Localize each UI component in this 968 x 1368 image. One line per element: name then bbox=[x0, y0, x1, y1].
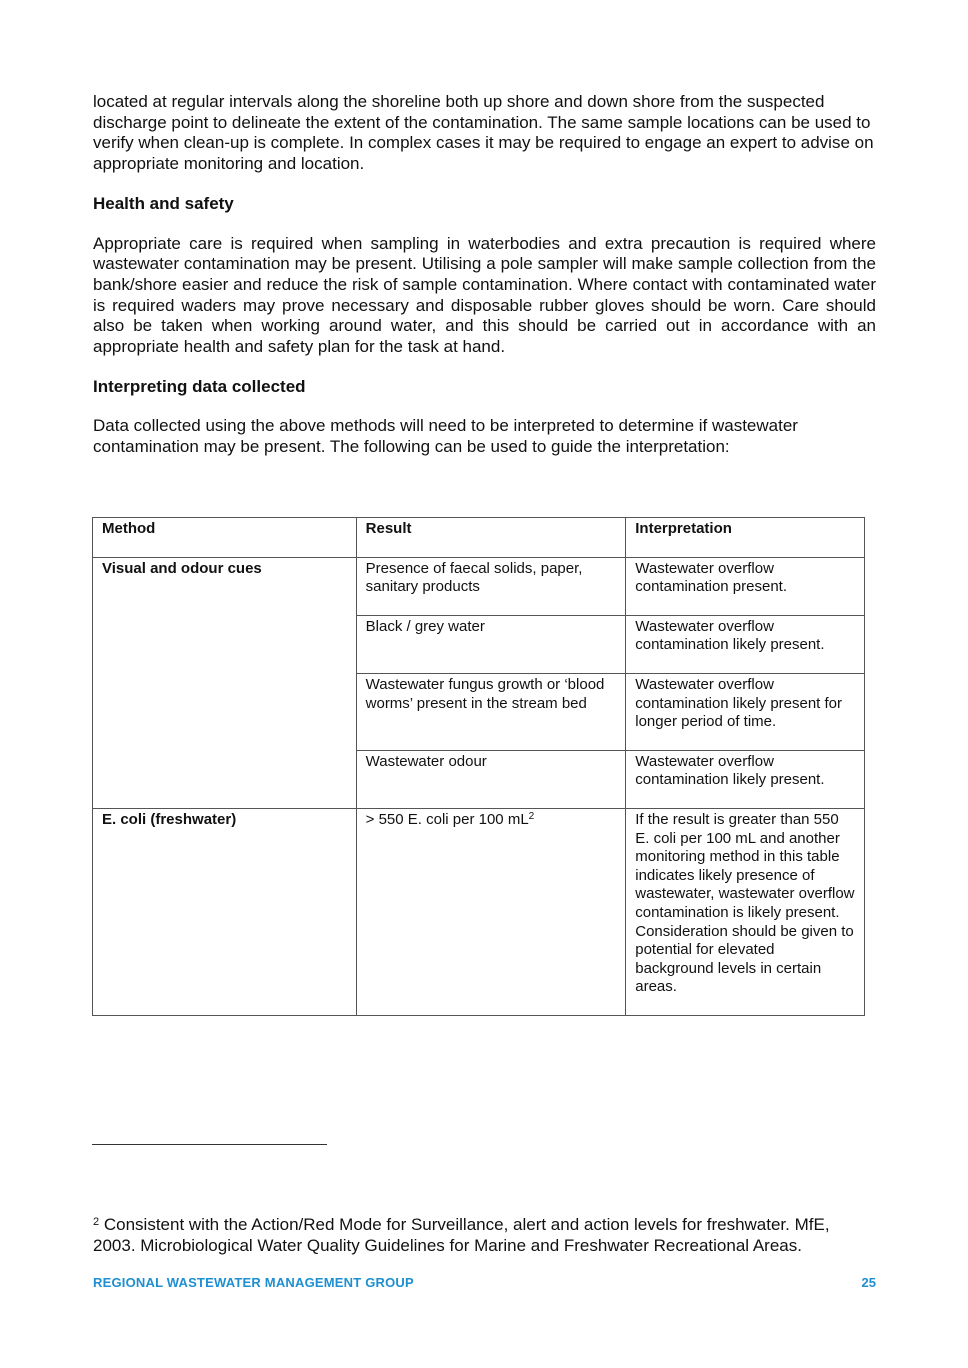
page-body bbox=[93, 92, 876, 458]
result-cell: Presence of faecal solids, paper, sanitary products bbox=[356, 557, 626, 615]
method-cell-visual: Visual and odour cues bbox=[93, 557, 357, 808]
footer-organisation: REGIONAL WASTEWATER MANAGEMENT GROUP bbox=[93, 1275, 414, 1290]
interpretation-cell: Wastewater overflow contamination likely present. bbox=[626, 615, 865, 673]
result-cell: Black / grey water bbox=[356, 615, 626, 673]
interpretation-cell: Wastewater overflow contamination likely present for longer period of time. bbox=[626, 673, 865, 750]
interpretation-cell-ecoli: If the result is greater than 550 E. coli per 100 mL and another monitoring method in this table indicates likely presence of wastewater, wastewater overflow contamination is likely present. Consideration should be given to potential for elevated background levels in certain areas. bbox=[626, 808, 865, 1015]
ecoli-result-text: > 550 E. coli per 100 mL bbox=[365, 810, 529, 828]
interpretation-table bbox=[92, 517, 865, 1016]
page-number: 25 bbox=[861, 1275, 876, 1290]
footnote-divider bbox=[92, 1144, 327, 1145]
intro-paragraph: located at regular intervals along the shoreline both up shore and down shore from the suspected discharge point to delineate the extent of the contamination. The same sample locations can be used to verify when clean-up is complete. In complex cases it may be required to engage an expert to advise on appropriate monitoring and location. bbox=[93, 92, 874, 174]
header-method: Method bbox=[93, 518, 357, 558]
interpreting-heading: Interpreting data collected bbox=[93, 376, 306, 396]
table-row bbox=[93, 557, 865, 615]
result-cell: Wastewater fungus growth or ‘blood worms’ present in the stream bed bbox=[356, 673, 626, 750]
header-interpretation: Interpretation bbox=[626, 518, 865, 558]
footnote bbox=[93, 1214, 876, 1256]
health-safety-heading: Health and safety bbox=[93, 193, 234, 213]
interpretation-cell: Wastewater overflow contamination likely present. bbox=[626, 750, 865, 808]
table-row bbox=[93, 808, 865, 1015]
interpreting-paragraph: Data collected using the above methods will need to be interpreted to determine if wastewater contamination may be present. The following can be used to guide the interpretation: bbox=[93, 416, 798, 457]
header-result: Result bbox=[356, 518, 626, 558]
method-cell-ecoli: E. coli (freshwater) bbox=[93, 808, 357, 1015]
table-header-row bbox=[93, 518, 865, 558]
footnote-text: Consistent with the Action/Red Mode for Surveillance, alert and action levels for freshwater. MfE, 2003. Microbiological Water Quality Guidelines for Marine and Freshwater Recreational Areas. bbox=[93, 1215, 830, 1255]
interpretation-cell: Wastewater overflow contamination present. bbox=[626, 557, 865, 615]
result-cell-ecoli bbox=[356, 808, 626, 1015]
footnote-ref: 2 bbox=[528, 810, 535, 822]
health-safety-paragraph: Appropriate care is required when sampling in waterbodies and extra precaution is required where wastewater contamination may be present. Utilising a pole sampler will make sample collection from the bank/shore easier and reduce the risk of sample contamination. Where contact with contaminated water is required waders may prove necessary and disposable rubber gloves should be worn. Care should also be taken when working around water, and this should be carried out in accordance with an appropriate health and safety plan for the task at hand. bbox=[93, 233, 876, 357]
result-cell: Wastewater odour bbox=[356, 750, 626, 808]
footnote-number: 2 bbox=[93, 1216, 100, 1228]
